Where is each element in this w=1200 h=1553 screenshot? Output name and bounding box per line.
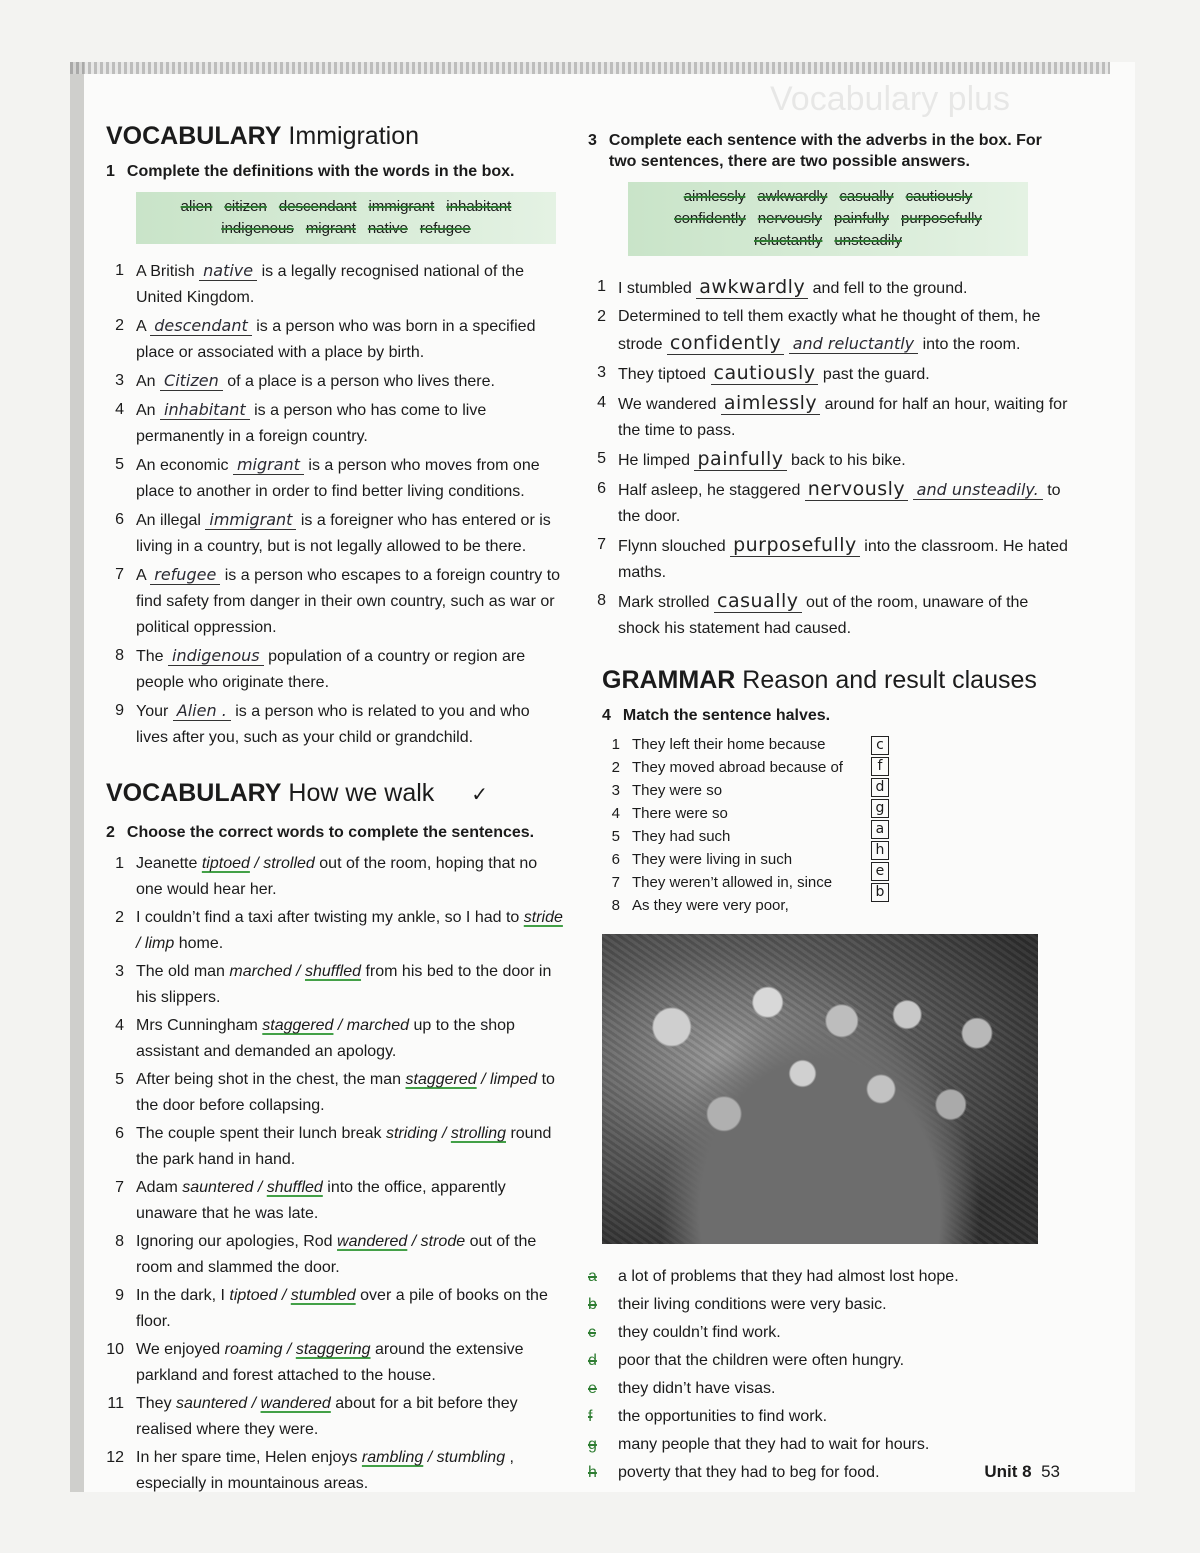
- half-text: They left their home because: [632, 736, 826, 753]
- item-text: [136, 1391, 566, 1443]
- word-box-item: awkwardly: [757, 188, 828, 205]
- item-post: from his bed to the door in his slippers.: [136, 963, 552, 1006]
- item-post: is a person who was born in a specified place or associated with a place by birth.: [136, 318, 536, 361]
- page-footer: Unit 8 53: [984, 1462, 1060, 1481]
- option-b: strolling: [450, 1125, 506, 1142]
- choice-item: [106, 851, 566, 903]
- answer-box: f: [871, 757, 889, 776]
- word-box-item: casually: [839, 188, 894, 205]
- item-text: [136, 1067, 566, 1119]
- handwritten-answer: refugee: [150, 565, 220, 585]
- item-number: 1: [611, 736, 620, 753]
- option-separator: /: [437, 1125, 451, 1142]
- item-post: and fell to the ground.: [812, 280, 968, 297]
- sentence-ending: [588, 1376, 1068, 1402]
- option-a: rambling: [361, 1449, 424, 1466]
- sentence-endings-list: [588, 1264, 1068, 1486]
- option-separator: /: [247, 1395, 261, 1412]
- answer-box: e: [871, 862, 889, 881]
- choice-item: [106, 1445, 566, 1497]
- exercise-2-list: [106, 851, 566, 1497]
- sentence-halves-list: [602, 734, 843, 918]
- item-number: 7: [597, 536, 606, 553]
- sentence-half: [602, 734, 843, 755]
- word-box-item: migrant: [305, 220, 356, 237]
- handwritten-extra-answer: and unsteadily.: [913, 480, 1043, 500]
- adverb-item: [588, 588, 1068, 642]
- adverb-item: [588, 360, 1068, 388]
- item-number: 6: [611, 851, 620, 868]
- option-a: staggered: [262, 1017, 334, 1034]
- option-a: stride: [523, 909, 563, 926]
- ending-text: they couldn’t find work.: [618, 1324, 781, 1341]
- definition-item: [106, 643, 566, 696]
- item-pre: The couple spent their lunch break: [136, 1125, 382, 1142]
- handwritten-answer: awkwardly: [696, 276, 808, 299]
- item-pre: Half asleep, he staggered: [618, 482, 801, 499]
- handwritten-answer: cautiously: [711, 362, 819, 385]
- item-post: past the guard.: [822, 366, 930, 383]
- ending-letter: a: [588, 1268, 597, 1285]
- option-separator: /: [291, 963, 305, 980]
- item-text: [618, 390, 1068, 444]
- item-text: [136, 1229, 566, 1281]
- sentence-ending: [588, 1264, 1068, 1290]
- item-number: 3: [597, 364, 606, 381]
- item-post: around the extensive parkland and forest attached to the house.: [136, 1341, 524, 1384]
- sentence-ending: [588, 1348, 1068, 1374]
- item-pre: They tiptoed: [618, 366, 707, 383]
- option-a: wandered: [337, 1233, 408, 1250]
- handwritten-extra-answer: and reluctantly: [789, 334, 918, 354]
- item-post: back to his bike.: [791, 452, 906, 469]
- section-title-grammar: GRAMMAR Reason and result clauses: [602, 666, 1037, 694]
- definition-item: [106, 562, 566, 641]
- ending-text: poverty that they had to beg for food.: [618, 1464, 880, 1481]
- item-pre: An: [136, 373, 156, 390]
- adverb-item: [588, 274, 1068, 302]
- item-text: [618, 304, 1068, 358]
- ending-text: they didn’t have visas.: [618, 1380, 776, 1397]
- word-box-item: painfully: [833, 210, 890, 227]
- item-number: 5: [115, 1071, 124, 1088]
- handwritten-answer: nervously: [805, 478, 908, 501]
- item-post: out of the room, hoping that no one would hear her.: [136, 855, 538, 898]
- word-box-item: immigrant: [368, 198, 435, 215]
- half-text: They weren’t allowed in, since: [632, 874, 833, 891]
- choice-item: [106, 1229, 566, 1281]
- option-b: limped: [490, 1071, 538, 1088]
- ending-text: the opportunities to find work.: [618, 1408, 828, 1425]
- item-number: 10: [106, 1341, 124, 1358]
- sentence-half: [602, 895, 843, 916]
- adverb-item: [588, 446, 1068, 474]
- word-box-item: alien: [180, 198, 213, 215]
- handwritten-answer: inhabitant: [160, 400, 250, 420]
- half-text: As they were very poor,: [632, 897, 789, 914]
- option-separator: /: [253, 1179, 267, 1196]
- adverb-item: [588, 532, 1068, 586]
- exercise-2-instruction: 2 Choose the correct words to complete the sentences.: [106, 824, 535, 841]
- answer-boxes: [871, 734, 889, 918]
- item-post: over a pile of books on the floor.: [136, 1287, 548, 1330]
- item-pre: An economic: [136, 457, 229, 474]
- item-post: population of a country or region are people who originate there.: [136, 648, 526, 691]
- answer-box: g: [871, 799, 889, 818]
- word-box-adverbs: [628, 182, 1028, 256]
- sentence-half: [602, 780, 843, 801]
- item-number: 8: [115, 647, 124, 664]
- item-text: [136, 368, 495, 395]
- item-post: into the room.: [922, 336, 1021, 353]
- handwritten-answer: Alien .: [173, 701, 231, 721]
- sentence-ending: [588, 1404, 1068, 1430]
- item-pre: Flynn slouched: [618, 538, 726, 555]
- handwritten-answer: purposefully: [730, 534, 860, 557]
- ending-letter: f: [588, 1408, 593, 1425]
- item-pre: They: [136, 1395, 172, 1412]
- item-number: 11: [107, 1395, 124, 1412]
- handwritten-answer: casually: [714, 590, 801, 613]
- adverb-item: [588, 476, 1068, 530]
- item-post: out of the room and slammed the door.: [136, 1233, 537, 1276]
- item-number: 2: [611, 759, 620, 776]
- item-pre: Your: [136, 703, 169, 720]
- item-post: round the park hand in hand.: [136, 1125, 552, 1168]
- half-text: They were living in such: [632, 851, 793, 868]
- choice-item: [106, 1175, 566, 1227]
- item-pre: In her spare time, Helen enjoys: [136, 1449, 358, 1466]
- item-pre: A: [136, 318, 146, 335]
- exercise-1-instruction: 1 Complete the definitions with the words in the box.: [106, 163, 515, 180]
- check-mark-icon: ✓: [471, 784, 489, 806]
- definition-item: [106, 698, 566, 751]
- section-title-how-we-walk: VOCABULARY How we walk ✓: [106, 779, 489, 807]
- option-b: limp: [144, 935, 175, 952]
- item-number: 4: [597, 394, 606, 411]
- item-text: [618, 274, 967, 302]
- option-b: wandered: [260, 1395, 331, 1412]
- item-post: into the office, apparently unaware that he was late.: [136, 1179, 506, 1222]
- item-number: 3: [115, 963, 124, 980]
- item-text: [136, 851, 566, 903]
- adverb-item: [588, 390, 1068, 444]
- answer-box: h: [871, 841, 889, 860]
- word-box-item: reluctantly: [754, 232, 823, 249]
- choice-item: [106, 1337, 566, 1389]
- match-block: [602, 734, 1068, 918]
- item-text: [136, 397, 566, 450]
- item-text: [136, 959, 566, 1011]
- option-separator: /: [282, 1341, 296, 1358]
- exercise-4-instruction: 4 Match the sentence halves.: [602, 707, 831, 724]
- option-b: strolled: [263, 855, 315, 872]
- scan-edge: [70, 62, 1110, 74]
- sentence-half: [602, 826, 843, 847]
- item-pre: A British: [136, 263, 195, 280]
- handwritten-answer: descendant: [150, 316, 252, 336]
- option-a: staggered: [405, 1071, 477, 1088]
- ending-letter: e: [588, 1380, 597, 1397]
- item-number: 7: [611, 874, 620, 891]
- item-text: [618, 476, 1068, 530]
- word-box-item: unsteadily: [834, 232, 902, 249]
- option-b: stumbling: [436, 1449, 506, 1466]
- right-column: [588, 130, 1068, 1488]
- item-pre: Jeanette: [136, 855, 198, 872]
- choice-item: [106, 1391, 566, 1443]
- item-text: [136, 905, 566, 957]
- refugees-photo: [602, 934, 1038, 1244]
- option-separator: /: [423, 1449, 437, 1466]
- section-title-immigration: VOCABULARY Immigration: [106, 122, 420, 150]
- option-a: sauntered: [182, 1179, 254, 1196]
- item-number: 9: [115, 702, 124, 719]
- item-pre: After being shot in the chest, the man: [136, 1071, 402, 1088]
- handwritten-answer: indigenous: [168, 646, 264, 666]
- answer-box: a: [871, 820, 889, 839]
- item-number: 7: [115, 566, 124, 583]
- sentence-half: [602, 849, 843, 870]
- item-number: 5: [597, 450, 606, 467]
- item-pre: Determined to tell them exactly what he thought of them, he strode: [618, 308, 1041, 353]
- item-post: , especially in mountainous areas.: [136, 1449, 514, 1492]
- item-text: [136, 452, 566, 505]
- item-pre: Mrs Cunningham: [136, 1017, 258, 1034]
- word-box-item: native: [367, 220, 408, 237]
- item-number: 1: [115, 262, 124, 279]
- choice-item: [106, 1067, 566, 1119]
- item-post: is a foreigner who has entered or is living in a country, but is not legally allowed to be there.: [136, 512, 551, 555]
- item-text: [618, 446, 906, 474]
- handwritten-answer: painfully: [694, 448, 786, 471]
- sentence-half: [602, 872, 843, 893]
- item-number: 3: [611, 782, 620, 799]
- item-number: 3: [115, 372, 124, 389]
- item-pre: We wandered: [618, 396, 717, 413]
- item-number: 6: [597, 480, 606, 497]
- word-box-item: inhabitant: [446, 198, 512, 215]
- item-pre: We enjoyed: [136, 1341, 221, 1358]
- adverb-item: [588, 304, 1068, 358]
- item-post: is a person who escapes to a foreign country to find safety from danger in their own country, such as war or political oppression.: [136, 567, 561, 636]
- item-pre: In the dark, I: [136, 1287, 225, 1304]
- item-number: 8: [115, 1233, 124, 1250]
- item-number: 1: [115, 855, 124, 872]
- item-post: is a person who moves from one place to another in order to find better living conditions.: [136, 457, 540, 500]
- item-text: [136, 258, 566, 311]
- option-separator: /: [333, 1017, 347, 1034]
- option-a: tiptoed: [229, 1287, 278, 1304]
- item-pre: Ignoring our apologies, Rod: [136, 1233, 333, 1250]
- ending-letter: b: [588, 1296, 597, 1313]
- option-separator: /: [476, 1071, 491, 1088]
- handwritten-answer: native: [199, 261, 257, 281]
- definition-item: [106, 397, 566, 450]
- item-number: 8: [611, 897, 620, 914]
- answer-box: b: [871, 883, 889, 902]
- word-box-item: refugee: [419, 220, 471, 237]
- option-a: sauntered: [176, 1395, 248, 1412]
- ending-text: their living conditions were very basic.: [618, 1296, 887, 1313]
- word-box-item: aimlessly: [683, 188, 746, 205]
- item-pre: I couldn’t find a taxi after twisting my ankle, so I had to: [136, 909, 520, 926]
- item-pre: Mark strolled: [618, 594, 710, 611]
- ending-text: poor that the children were often hungry.: [618, 1352, 905, 1369]
- option-a: striding: [385, 1125, 438, 1142]
- sentence-half: [602, 803, 843, 824]
- item-pre: He limped: [618, 452, 691, 469]
- ending-letter: h: [588, 1464, 597, 1481]
- item-post: is a person who has come to live permanently in a foreign country.: [136, 402, 487, 445]
- definition-item: [106, 258, 566, 311]
- definition-item: [106, 452, 566, 505]
- item-text: [618, 532, 1068, 586]
- option-b: shuffled: [266, 1179, 323, 1196]
- item-text: [136, 1013, 566, 1065]
- item-text: [136, 507, 566, 560]
- option-b: strode: [420, 1233, 466, 1250]
- sentence-ending: [588, 1320, 1068, 1346]
- ending-letter: d: [588, 1352, 597, 1369]
- choice-item: [106, 905, 566, 957]
- word-box-immigration: [136, 192, 556, 244]
- item-number: 4: [611, 805, 620, 822]
- option-separator: /: [277, 1287, 291, 1304]
- word-box-item: cautiously: [905, 188, 973, 205]
- item-text: [136, 1283, 566, 1335]
- word-box-item: indigenous: [221, 220, 294, 237]
- item-number: 6: [115, 511, 124, 528]
- handwritten-answer: immigrant: [205, 510, 296, 530]
- item-number: 9: [115, 1287, 124, 1304]
- choice-item: [106, 1283, 566, 1335]
- option-a: roaming: [224, 1341, 283, 1358]
- option-b: marched: [346, 1017, 410, 1034]
- ending-text: many people that they had to wait for hours.: [618, 1436, 930, 1453]
- option-b: shuffled: [304, 963, 362, 980]
- option-b: stumbled: [290, 1287, 356, 1304]
- item-number: 7: [115, 1179, 124, 1196]
- item-text: [136, 1337, 566, 1389]
- item-number: 4: [115, 1017, 124, 1034]
- ending-text: a lot of problems that they had almost lost hope.: [618, 1268, 959, 1285]
- definition-item: [106, 313, 566, 366]
- item-number: 5: [115, 456, 124, 473]
- item-pre: An: [136, 402, 156, 419]
- item-text: [136, 562, 566, 641]
- half-text: There were so: [632, 805, 728, 822]
- item-post: of a place is a person who lives there.: [227, 373, 495, 390]
- word-box-item: citizen: [224, 198, 267, 215]
- ending-letter: c: [588, 1324, 596, 1341]
- item-number: 6: [115, 1125, 124, 1142]
- item-post: about for a bit before they realised where they were.: [136, 1395, 518, 1438]
- option-separator: /: [407, 1233, 421, 1250]
- half-text: They were so: [632, 782, 723, 799]
- item-post: around for half an hour, waiting for the time to pass.: [618, 396, 1068, 439]
- item-post: to the door before collapsing.: [136, 1071, 555, 1114]
- answer-box: d: [871, 778, 889, 797]
- choice-item: [106, 1121, 566, 1173]
- item-pre: I stumbled: [618, 280, 692, 297]
- definition-item: [106, 368, 566, 395]
- handwritten-answer: aimlessly: [721, 392, 820, 415]
- word-box-item: confidently: [674, 210, 746, 227]
- item-number: 2: [597, 308, 606, 325]
- item-number: 5: [611, 828, 620, 845]
- option-separator: /: [136, 935, 145, 952]
- exercise-3-list: [588, 274, 1068, 642]
- item-post: home.: [178, 935, 224, 952]
- item-text: [136, 643, 566, 696]
- item-number: 2: [115, 317, 124, 334]
- half-text: They had such: [632, 828, 731, 845]
- item-number: 12: [106, 1449, 124, 1466]
- choice-item: [106, 1013, 566, 1065]
- item-post: out of the room, unaware of the shock his statement had caused.: [618, 594, 1029, 637]
- sentence-ending: [588, 1432, 1068, 1458]
- definition-item: [106, 507, 566, 560]
- word-box-item: purposefully: [901, 210, 982, 227]
- item-number: 4: [115, 401, 124, 418]
- exercise-1-list: [106, 258, 566, 751]
- option-a: tiptoed: [201, 855, 250, 872]
- item-pre: The: [136, 648, 164, 665]
- item-text: [136, 313, 566, 366]
- item-number: 8: [597, 592, 606, 609]
- handwritten-answer: confidently: [667, 332, 784, 355]
- ending-letter: g: [588, 1436, 597, 1453]
- item-text: [618, 588, 1068, 642]
- sentence-half: [602, 757, 843, 778]
- handwritten-answer: migrant: [233, 455, 304, 475]
- word-box-item: nervously: [757, 210, 822, 227]
- item-pre: An illegal: [136, 512, 201, 529]
- option-b: staggering: [295, 1341, 371, 1358]
- sentence-ending: [588, 1292, 1068, 1318]
- item-text: [136, 1175, 566, 1227]
- item-text: [618, 360, 930, 388]
- left-column: [106, 122, 566, 1499]
- word-box-item: descendant: [278, 198, 357, 215]
- item-number: 1: [597, 278, 606, 295]
- item-text: [136, 698, 566, 751]
- item-text: [136, 1445, 566, 1497]
- item-text: [136, 1121, 566, 1173]
- handwritten-answer: Citizen: [160, 371, 223, 391]
- item-post: to the door.: [618, 482, 1061, 525]
- exercise-3-instruction: 3 Complete each sentence with the adverbs in the box. For two sentences, there are two possible answers.: [588, 132, 1042, 170]
- photo-crowd-shading: [602, 934, 1038, 1244]
- item-pre: A: [136, 567, 146, 584]
- item-post: into the classroom. He hated maths.: [618, 538, 1068, 581]
- item-number: 2: [115, 909, 124, 926]
- answer-box: c: [871, 736, 889, 755]
- item-pre: Adam: [136, 1179, 178, 1196]
- item-post: is a legally recognised national of the United Kingdom.: [136, 263, 524, 306]
- option-a: marched: [229, 963, 292, 980]
- bleed-through-heading: Vocabulary plus: [770, 80, 1011, 118]
- item-post: is a person who is related to you and who lives after you, such as your child or grandchild.: [136, 703, 530, 746]
- choice-item: [106, 959, 566, 1011]
- option-separator: /: [249, 855, 264, 872]
- half-text: They moved abroad because of: [632, 759, 843, 776]
- item-pre: The old man: [136, 963, 225, 980]
- item-post: up to the shop assistant and demanded an apology.: [136, 1017, 515, 1060]
